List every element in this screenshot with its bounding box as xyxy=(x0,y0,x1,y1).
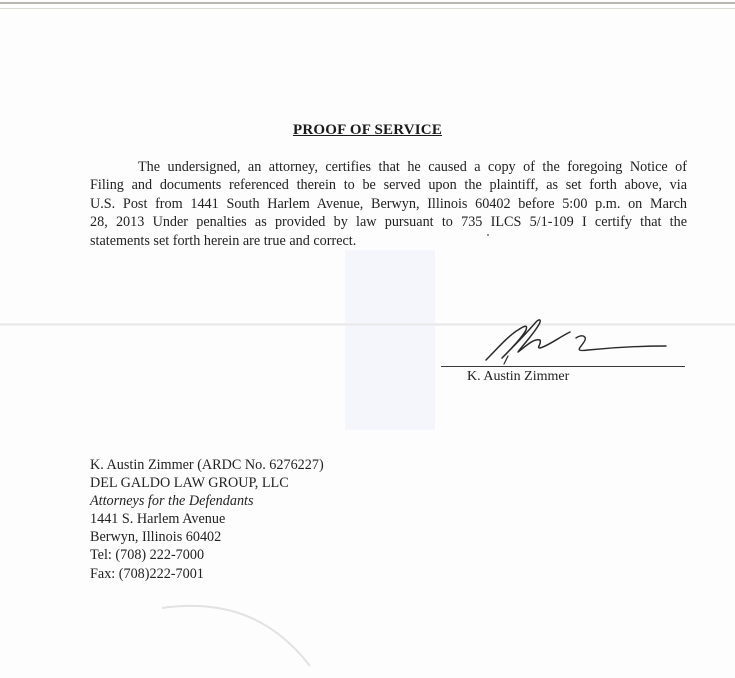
attorney-contact-block xyxy=(90,456,324,583)
street-address: 1441 S. Harlem Avenue xyxy=(90,511,226,528)
paragraph-line: The undersigned, an attorney, certifies that he caused a copy of the foregoing Notice of xyxy=(138,159,687,175)
paragraph-line: Filing and documents referenced therein to be served upon the plaintiff, as set forth above, via xyxy=(90,177,687,194)
telephone: Tel: (708) 222-7000 xyxy=(90,547,205,564)
paragraph-line: 28, 2013 Under penalties as provided by law pursuant to 735 ILCS 5/1-109 I certify that the xyxy=(90,214,687,231)
scan-edge-line xyxy=(0,2,735,4)
scan-edge-line-secondary xyxy=(0,8,735,9)
signer-name: K. Austin Zimmer xyxy=(467,369,570,384)
scan-smudge xyxy=(345,250,435,430)
signature-line xyxy=(441,366,685,367)
scan-arc-mark xyxy=(160,596,330,678)
handwritten-signature xyxy=(478,308,668,368)
paragraph-line: U.S. Post from 1441 South Harlem Avenue, Berwyn, Illinois 60402 before 5:00 p.m. on March xyxy=(90,195,687,212)
certification-paragraph xyxy=(90,158,687,250)
document-title: PROOF OF SERVICE xyxy=(292,122,443,138)
attorney-line: K. Austin Zimmer (ARDC No. 6276227) xyxy=(90,457,324,473)
firm-name: DEL GALDO LAW GROUP, LLC xyxy=(90,475,289,492)
attorney-role: Attorneys for the Defendants xyxy=(90,493,254,510)
fax: Fax: (708)222-7001 xyxy=(90,565,204,582)
city-state-zip: Berwyn, Illinois 60402 xyxy=(90,529,222,546)
paragraph-line: statements set forth herein are true and correct. xyxy=(90,232,357,249)
